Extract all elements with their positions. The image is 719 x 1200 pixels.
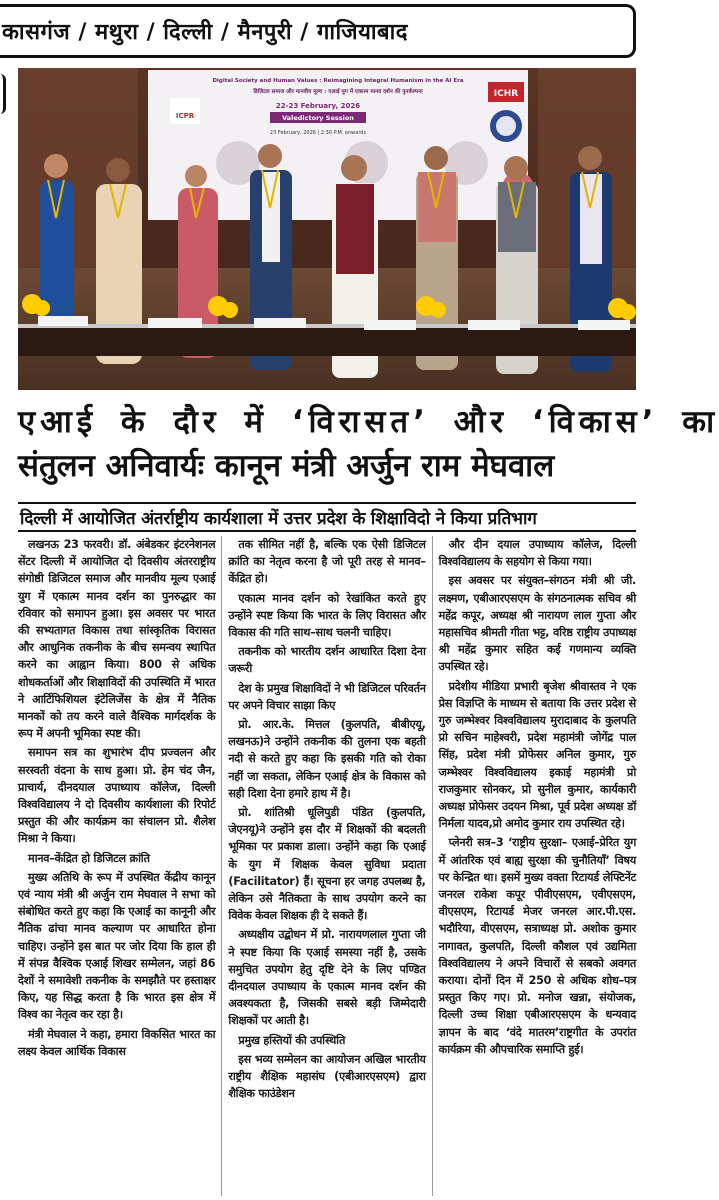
paragraph: समापन सत्र का शुभारंभ दीप प्रज्वलन और सरस्वती वंदना के साथ हुआ। प्रो. हेम चंद जैन, प्राचार्य, दीनदयाल उपाध्याय कॉलेज, दिल्ली विश्वविद्यालय ने दो दिवसीय कार्यशाला की रिपोर्ट प्रस्तुत की और कार्यक्रम का संचालन प्रो. शैलेश मिश्रा ने किया। xyxy=(18,746,216,846)
headline xyxy=(18,400,719,488)
paragraph: और दीन दयाल उपाध्याय कॉलेज, दिल्ली विश्वविद्यालय के सहयोग से किया गया। xyxy=(438,538,636,569)
city-names: कासगंज / मथुरा / दिल्ली / मैनपुरी / गाजियाबाद xyxy=(2,20,408,45)
ichr-logo: ICHR xyxy=(493,89,519,99)
section-subtitle: प्रमुख हस्तियों की उपस्थिति xyxy=(238,1033,346,1047)
banner-session: Valedictory Session xyxy=(282,114,354,122)
banner-time: 23 February, 2026 | 2:30 P.M. onwards xyxy=(269,130,367,136)
headline-line-1: एआई के दौर में ‘विरासत’ और ‘विकास’ का xyxy=(18,404,719,440)
column-divider xyxy=(432,536,433,1196)
paragraph: देश के प्रमुख शिक्षाविदों ने भी डिजिटल परिवर्तन पर अपने विचार साझा किए xyxy=(228,681,426,712)
icpr-logo: ICPR xyxy=(175,112,195,120)
article-body xyxy=(18,536,636,1196)
section-subtitle: तकनीक को भारतीय दर्शन आधारित दिशा देना जरूरी xyxy=(228,645,426,676)
subheadline xyxy=(18,502,636,532)
banner-dates: 22-23 February, 2026 xyxy=(275,102,361,110)
paragraph: लखनऊ 23 फरवरी। डॉ. अंबेडकर इंटरनेशनल सेंटर दिल्ली में आयोजित दो दिवसीय अंतरराष्ट्रीय संगोष्ठी डिजिटल समाज और मानवीय मूल्य एआई युग में एकात्म मानव दर्शन का पुनरुद्धार का रविवार को समापन हुआ। इस अवसर पर भारत की सभ्यतागत विकास तथा सांस्कृतिक विरासत और आधुनिक तकनीक के बीच समन्वय स्थापित करने का आह्वान किया। 800 से अधिक शोधकर्ताओं और शिक्षाविदों की उपस्थिति में भारत ने आर्टिफिशियल इंटेलिजेंस के क्षेत्र में नैतिक मानकों को तय करने वाले वैश्विक मार्गदर्शक के रूप में अपनी भूमिका स्पष्ट की। xyxy=(18,538,216,741)
headline-line-2: संतुलन अनिवार्यः कानून मंत्री अर्जुन राम मेघवाल xyxy=(18,448,555,484)
article-column-3 xyxy=(439,536,636,1196)
paragraph: प्रो. आर.के. मित्तल (कुलपति, बीबीएयू, लखनऊ)ने उन्होंने तकनीक की तुलना एक बहती नदी से करते हुए कहा कि इसकी गति को रोका नहीं जा सकता, लेकिन एआई क्षेत्र के विकास को सही दिशा देना हमारे हाथ में है। xyxy=(228,718,426,800)
paragraph: मुख्य अतिथि के रूप में उपस्थित केंद्रीय कानून एवं न्याय मंत्री श्री अर्जुन राम मेघवाल ने सभा को संबोधित करते हुए कहा कि एआई का कानूनी और नैतिक ढांचा मानव कल्याण पर आधारित होना चाहिए। उन्होंने इस बात पर जोर दिया कि हाल ही में संपन्न वैश्विक एआई शिखर सम्मेलन, जहां 86 देशों ने समावेशी तकनीक के समझौते पर हस्ताक्षर किए, यह सिद्ध करता है कि भारत इस क्षेत्र में विश्व का नेतृत्व कर रहा है। xyxy=(18,870,216,1022)
article-column-1 xyxy=(18,536,215,1196)
paragraph: इस भव्य सम्मेलन का आयोजन अखिल भारतीय राष्ट्रीय शैक्षिक महासंघ (एबीआरएसएम) द्वारा शैक्षिक फाउंडेशन xyxy=(228,1052,426,1101)
paragraph: मंत्री मेघवाल ने कहा, हमारा विकसित भारत का लक्ष्य केवल आर्थिक विकास xyxy=(18,1027,216,1058)
paragraph: प्रो. शांतिश्री धूलिपुडी पंडित (कुलपति, जेएनयू)ने उन्होंने इस दौर में शिक्षकों की बदलती भूमिका पर प्रकाश डाला। उन्होंने कहा कि एआई के युग में शिक्षक केवल सुविधा प्रदाता (Facilitator) हैं। सूचना हर जगह उपलब्ध है, लेकिन उसे नैतिकता के साथ उपयोग करने का विवेक केवल शिक्षक ही दे सकते हैं। xyxy=(228,806,426,923)
article-column-2 xyxy=(228,536,425,1196)
paragraph: एकात्म मानव दर्शन को रेखांकित करते हुए उन्होंने स्पष्ट किया कि भारत के लिए विरासत और विकास की गति साथ–साथ चलनी चाहिए। xyxy=(228,591,426,640)
paragraph: इस अवसर पर संयुक्त–संगठन मंत्री श्री जी. लक्ष्मण, एबीआरएसएम के संगठनात्मक सचिव श्री महेंद्र कपूर, अध्यक्ष श्री नारायण लाल गुप्ता और महासचिव श्रीमती गीता भट्ट, वरिष्ठ राष्ट्रीय उपाध्यक्ष श्री महेंद्र कुमार सहित कई गणमान्य व्यक्ति उपस्थित रहे। xyxy=(438,574,636,674)
banner-line2: डिजिटल समाज और मानवीय मूल्य : एआई युग में एकात्म मानव दर्शन की पुनर्कल्पना xyxy=(253,89,423,95)
podium-table xyxy=(18,326,636,356)
paragraph: प्लेनरी सत्र–3 ‘राष्ट्रीय सुरक्षा– एआई–प्रेरित युग में आंतरिक एवं बाह्य सुरक्षा की चुनौतियाँ’ विषय पर केन्द्रित था। इसमें मुख्य वक्ता रिटायर्ड लेफ्टिनेंट जनरल राकेश कपूर पीवीएसएम, एवीएसएम, वीएसएम, रिटायर्ड मेजर जनरल आर.पी.एस. भदौरिया, वीएसएम, सत्राध्यक्ष प्रो. अशोक कुमार नागावत, कुलपति, दिल्ली कौशल एवं उद्यमिता विश्वविद्यालय ने अपने विचारों से सबको अवगत कराया। दोनों दिन में 250 से अधिक शोध–पत्र प्रस्तुत किए गए। प्रो. मनोज खन्ना, संयोजक, दिल्ली उच्च शिक्षा एबीआरएसएम के धन्यवाद ज्ञापन के बाद ‘वंदे मातरम’राष्ट्रगीत के उपरांत कार्यक्रम की औपचारिक समाप्ति हुई। xyxy=(438,836,636,1056)
subheadline-text: दिल्ली में आयोजित अंतर्राष्ट्रीय कार्यशाला में उत्तर प्रदेश के शिक्षाविदो ने किया प्रतिभाग xyxy=(20,508,537,529)
city-banner xyxy=(0,4,636,58)
paragraph: अध्यक्षीय उद्बोधन में प्रो. नारायणलाल गुप्ता जी ने स्पष्ट किया कि एआई समस्या नहीं है, उसके समुचित उपयोग हेतु दृष्टि देने के लिए पण्डित दीनदयाल उपाध्याय के एकात्म मानव दर्शन की अवश्यकता है, जिसकी सबसे बड़ी जिम्मेदारी शिक्षकों पर आती है। xyxy=(228,928,426,1028)
paragraph: प्रदेशीय मीडिया प्रभारी बृजेश श्रीवास्तव ने एक प्रेस विज्ञप्ति के माध्यम से बताया कि उत्तर प्रदेश से गुरु जम्भेश्वर विश्वविद्यालय मुरादाबाद के कुलपति प्रो सचिन माहेश्वरी, प्रदेश महामंत्री जोगेंद्र पाल सिंह, प्रदेश मंत्री प्रोफेसर अनिल कुमार, गुरु जम्भेश्वर विश्वविद्यालय इकाई महामंत्री प्रो राजकुमार सोनकर, प्रो सुनील कुमार, कार्यकारी अध्यक्ष प्रोफेसर उदयन मिश्रा, पूर्व प्रदेश अध्यक्ष डॉ निर्मला यादव,प्रो अमोद कुमार राय उपस्थित रहे। xyxy=(438,679,636,831)
column-divider xyxy=(221,536,222,1196)
paragraph: तक सीमित नहीं है, बल्कि एक ऐसी डिजिटल क्रांति का नेतृत्व करना है जो पूरी तरह से मानव–केंद्रित हो। xyxy=(228,538,426,586)
section-subtitle: मानव–केंद्रित हो डिजिटल क्रांति xyxy=(28,851,150,865)
news-photo xyxy=(18,68,636,390)
banner-line1: Digital Society and Human Values : Reimagining Integral Humanism in the AI Era xyxy=(212,78,464,84)
page-edge-mark xyxy=(0,74,6,114)
